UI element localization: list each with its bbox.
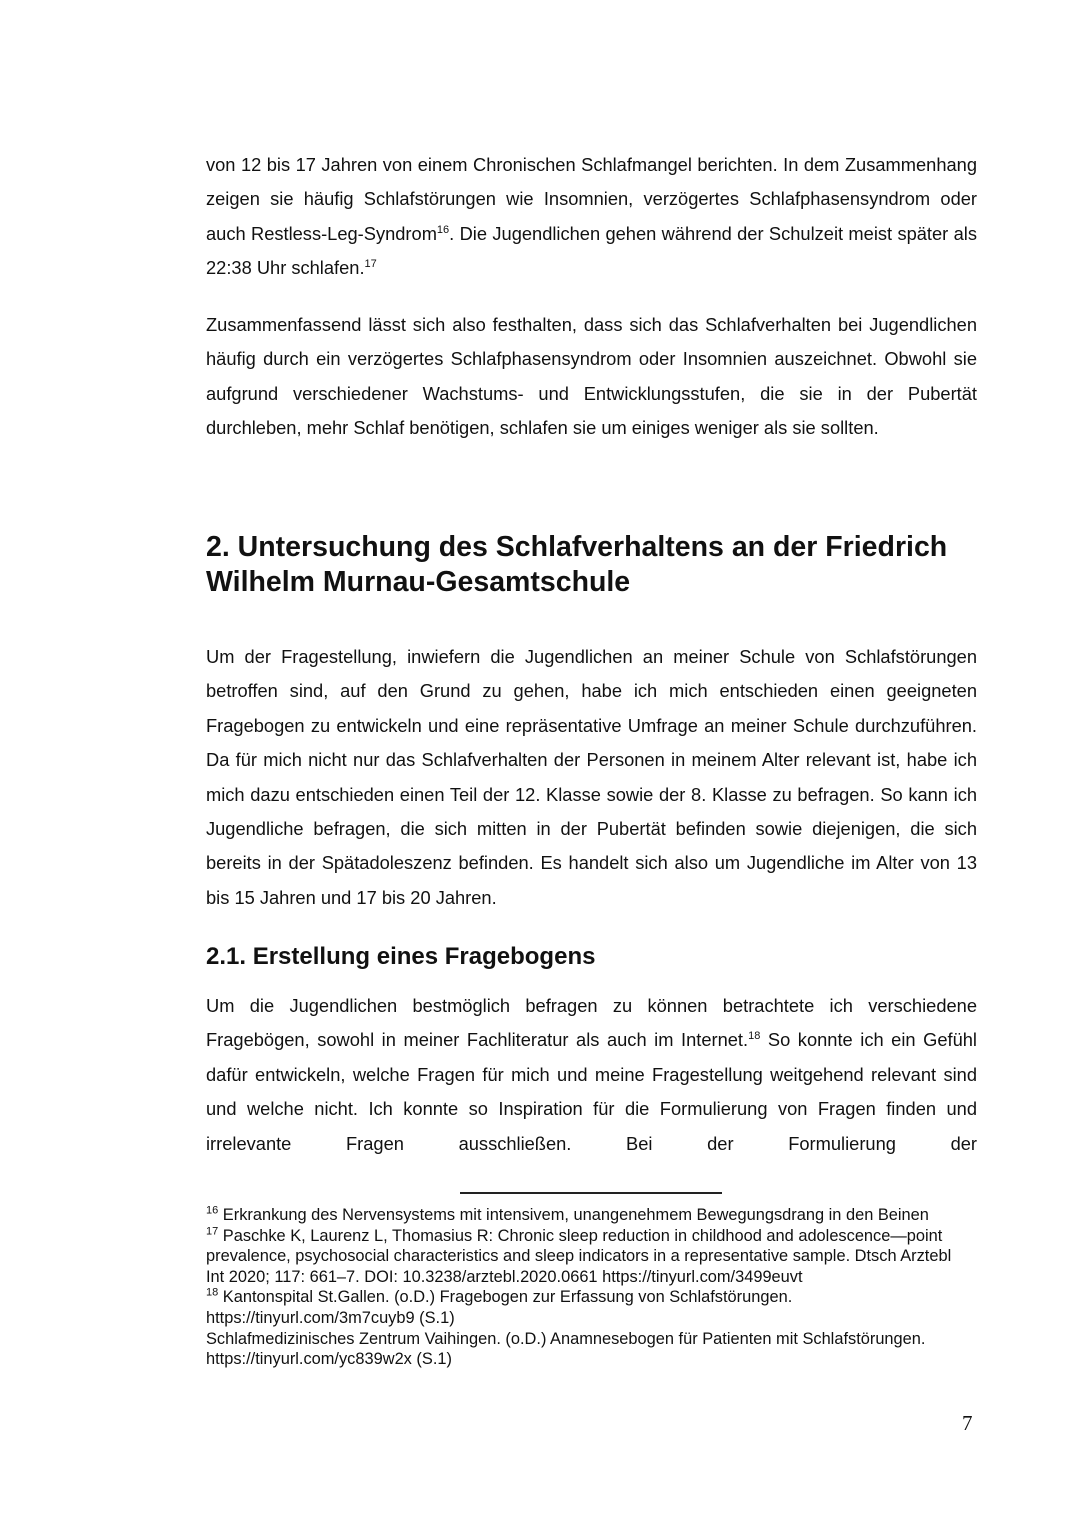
paragraph-3 bbox=[206, 640, 977, 915]
footnote-16 bbox=[206, 1205, 966, 1226]
footnote-ref-16[interactable]: 16 bbox=[436, 223, 450, 236]
footnote-number: 17 bbox=[206, 1225, 219, 1238]
footnote-18 bbox=[206, 1287, 966, 1328]
subsection-heading bbox=[206, 942, 977, 972]
footnote-text: Kantonspital St.Gallen. (o.D.) Fragebogen zur Erfassung von Schlafstörungen. https://tinyurl.com/3m7cuyb9 (S.1) bbox=[206, 1288, 793, 1327]
footnote-divider bbox=[460, 1192, 722, 1194]
footnotes bbox=[206, 1205, 966, 1370]
paragraph-text: Zusammenfassend lässt sich also festhalten, dass sich das Schlafverhalten bei Jugendlichen häufig durch ein verzögertes Schlafphasensyndrom oder Insomnien auszeichnet. Obwohl sie aufgrund verschiedener Wachstums- und Entwicklungsstufen, die sie in der Pubertät durchleben, mehr Schlaf benötigen, schlafen sie um einiges weniger als sie sollten. bbox=[206, 314, 977, 439]
footnote-17 bbox=[206, 1226, 966, 1288]
paragraph-4 bbox=[206, 989, 977, 1161]
paragraph-text: Um der Fragestellung, inwiefern die Jugendlichen an meiner Schule von Schlafstörungen betroffen sind, auf den Grund zu gehen, habe ich mich entschieden einen geeigneten Fragebogen zu entwickeln und eine repräsentative Umfrage an meiner Schule durchzuführen. Da für mich nicht nur das Schlafverhalten der Personen in meinem Alter relevant ist, habe ich mich dazu entschieden einen Teil der 12. Klasse sowie der 8. Klasse zu befragen. So kann ich Jugendliche befragen, die sich mitten in der Pubertät befinden sowie diejenigen, die sich bereits in der Spätadoleszenz befinden. Es handelt sich also um Jugendliche im Alter von 13 bis 15 Jahren und 17 bis 20 Jahren. bbox=[206, 646, 977, 908]
page-number: 7 bbox=[962, 1411, 973, 1435]
footnote-text: Paschke K, Laurenz L, Thomasius R: Chronic sleep reduction in childhood and adolescence—point prevalence, psychosocial characteristics and sleep indicators in a representative sample. Dtsch Arztebl Int 2020; 117: 661–7. DOI: 10.3238/arztebl.2020.0661 https://tinyurl.com/3499euvt bbox=[206, 1226, 952, 1286]
paragraph-text: . Die Jugendlichen gehen während der Schulzeit meist später als 22:38 Uhr schlafen. bbox=[206, 222, 977, 279]
subheading-text: 2.1. Erstellung eines Fragebogens bbox=[206, 943, 596, 970]
paragraph-2 bbox=[206, 308, 977, 446]
footnote-number: 16 bbox=[206, 1204, 219, 1217]
paragraph-text: So konnte ich ein Gefühl dafür entwickeln, welche Fragen für mich und meine Fragestellung weitgehend relevant sind und welche nicht. Ich konnte so Inspiration für die Formulierung von Fragen finden und irrelevante Fragen ausschließen. Bei der Formulierung der bbox=[206, 1029, 977, 1154]
footnote-ref-18[interactable]: 18 bbox=[748, 1030, 761, 1043]
paragraph-1 bbox=[206, 148, 977, 286]
paragraph-text: von 12 bis 17 Jahren von einem Chronischen Schlafmangel berichten. In dem Zusammenhang zeigen sie häufig Schlafstörungen wie Insomnien, verzögertes Schlafphasensyndrom oder auch Restless-Leg-Syndrom bbox=[206, 154, 977, 244]
paragraph-text: Um die Jugendlichen bestmöglich befragen zu können betrachtete ich verschiedene Fragebögen, sowohl in meiner Fachliteratur als auch im Internet. bbox=[206, 995, 977, 1051]
footnote-18-continued bbox=[206, 1329, 966, 1370]
footnote-text: Erkrankung des Nervensystems mit intensivem, unangenehmem Bewegungsdrang in den Beinen bbox=[218, 1206, 929, 1224]
section-heading bbox=[206, 530, 977, 600]
footnote-text: Schlafmedizinisches Zentrum Vaihingen. (o.D.) Anamnesebogen für Patienten mit Schlafstörungen. https://tinyurl.com/yc839w2x (S.1) bbox=[206, 1329, 926, 1369]
footnote-number: 18 bbox=[206, 1286, 219, 1299]
heading-text: 2. Untersuchung des Schlafverhaltens an der Friedrich Wilhelm Murnau-Gesamtschule bbox=[206, 531, 948, 598]
footnote-ref-17[interactable]: 17 bbox=[364, 258, 377, 271]
